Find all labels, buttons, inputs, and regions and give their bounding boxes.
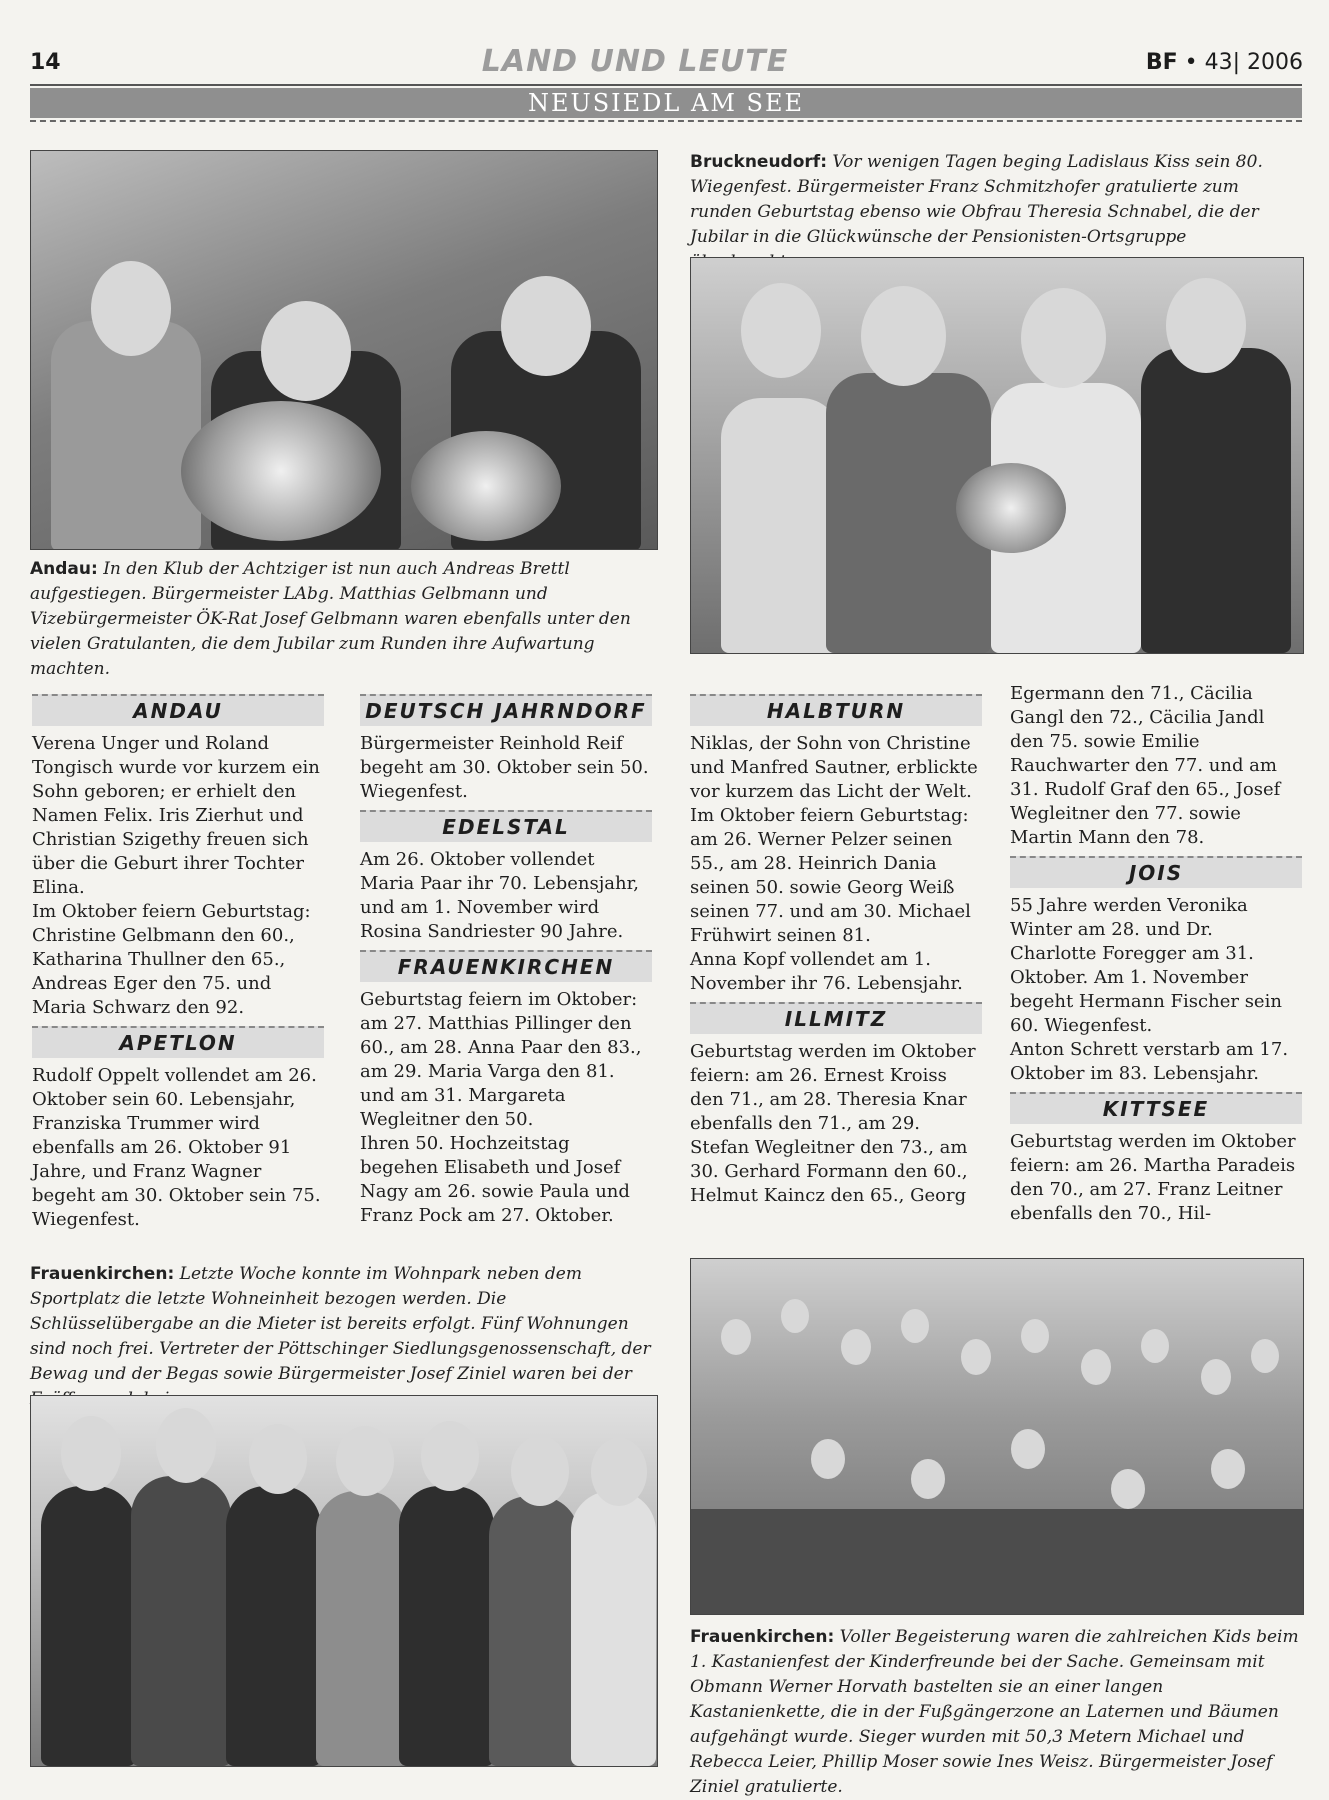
heading-halbturn: HALBTURN	[690, 694, 982, 726]
caption-place: Andau:	[30, 559, 98, 579]
heading-apetlon: APETLON	[32, 1026, 324, 1058]
article-paragraph: Geburtstag werden im Oktober feiern: am 26. Martha Paradeis den 70., am 27. Franz Leitner ebenfalls den 70., Hil-	[1010, 1131, 1296, 1224]
article-paragraph: Geburtstag feiern im Oktober: am 27. Matthias Pillinger den 60., am 28. Anna Paar den 83., am 29. Maria Varga den 81. und am 31. Margareta Wegleitner den 50.	[360, 989, 642, 1130]
banner-dash-rule	[30, 120, 1302, 122]
article-paragraph: Bürgermeister Reinhold Reif begeht am 30. Oktober sein 50. Wiegenfest.	[360, 733, 649, 802]
article-paragraph: Im Oktober feiern Geburtstag: am 26. Werner Pelzer seinen 55., am 28. Heinrich Dania seinen 50. sowie Georg Weiß seinen 77. und am 30. Michael Frühwirt seinen 81.	[690, 805, 971, 946]
photo-frauenkirchen-wohnpark	[30, 1395, 658, 1767]
issue-year: | 2006	[1232, 50, 1303, 75]
photo-bruckneudorf	[690, 257, 1304, 654]
caption-frauenkirchen-kids	[690, 1625, 1302, 1800]
article-paragraph: Rudolf Oppelt vollendet am 26. Oktober sein 60. Lebensjahr, Franziska Trummer wird ebenfalls am 26. Oktober 91 Jahre, und Franz Wagner begeht am 30. Oktober sein 75. Wiegenfest.	[32, 1065, 321, 1230]
caption-text: Letzte Woche konnte im Wohnpark neben dem Sportplatz die letzte Wohneinheit bezogen werden. Die Schlüsselübergabe an die Mieter ist bereits erfolgt. Fünf Wohnungen sind noch frei. Vertreter der Pöttschinger Siedlungsgenossenschaft, der Bewag und der Begas sowie Bürgermeister Josef Ziniel waren bei der	[30, 1264, 651, 1384]
caption-place: Frauenkirchen:	[30, 1264, 175, 1284]
heading-andau: ANDAU	[32, 694, 324, 726]
issue-number: 43	[1204, 50, 1233, 75]
heading-illmitz: ILLMITZ	[690, 1002, 982, 1034]
article-paragraph: Anna Kopf vollendet am 1. November ihr 76. Lebensjahr.	[690, 949, 963, 994]
article-paragraph: Anton Schrett verstarb am 17. Oktober im 83. Lebensjahr.	[1010, 1039, 1289, 1084]
section-title: LAND UND LEUTE	[481, 44, 789, 79]
heading-jois: JOIS	[1010, 856, 1302, 888]
column-2	[360, 694, 652, 1228]
heading-edelstal: EDELSTAL	[360, 810, 652, 842]
publication-name: BF	[1145, 50, 1178, 75]
column-1	[32, 694, 324, 1232]
article-paragraph: Niklas, der Sohn von Christine und Manfred Sautner, erblickte vor kurzem das Licht der Welt.	[690, 733, 978, 802]
caption-andau	[30, 557, 655, 682]
article-paragraph: Verena Unger und Roland Tongisch wurde vor kurzem ein Sohn geboren; er erhielt den Namen Felix. Iris Zierhut und Christian Szigethy freuen sich über die Geburt ihrer Tochter Elina.	[32, 733, 320, 898]
issue-info	[1146, 50, 1303, 75]
column-3	[690, 694, 982, 1208]
issue-separator: •	[1184, 50, 1198, 75]
heading-kittsee: KITTSEE	[1010, 1092, 1302, 1124]
photo-andau	[30, 150, 658, 550]
article-paragraph: Egermann den 71., Cäcilia Gangl den 72., Cäcilia Jandl den 75. sowie Emilie Rauchwarter den 77. und am 31. Rudolf Graf den 65., Josef Wegleitner den 77. sowie Martin Mann den 78.	[1010, 683, 1281, 848]
article-paragraph: Geburtstag werden im Oktober feiern: am 26. Ernest Kroiss den 71., am 28. Theresia Knar ebenfalls den 71., am 29. Stefan Wegleitner den 73., am 30. Gerhard Formann den 60., Helmut Kaincz den 65., Georg	[690, 1041, 976, 1206]
article-paragraph: 55 Jahre werden Veronika Winter am 28. und Dr. Charlotte Foregger am 31. Oktober. Am 1. November begeht Hermann Fischer sein 60. Wiegenfest.	[1010, 895, 1282, 1036]
caption-place: Frauenkirchen:	[690, 1627, 835, 1647]
page-number: 14	[30, 50, 61, 75]
heading-frauenkirchen: FRAUENKIRCHEN	[360, 950, 652, 982]
caption-text: In den Klub der Achtziger ist nun auch Andreas Brettl aufgestiegen. Bürgermeister LAbg. Matthias Gelbmann und Vizebürgermeister ÖK-Rat Josef Gelbmann waren ebenfalls unter den vielen Gratulanten, die dem Jubilar zum Runden ihre Aufwartung machten.	[30, 559, 631, 679]
caption-frauenkirchen-wohnpark	[30, 1262, 660, 1412]
caption-place: Bruckneudorf:	[690, 152, 827, 172]
heading-deutsch-jahrndorf: DEUTSCH JAHRNDORF	[360, 694, 652, 726]
caption-text: Vor wenigen Tagen beging Ladislaus Kiss sein 80. Wiegenfest. Bürgermeister Franz Schmitzhofer gratulierte zum runden Geburtstag ebenso wie Obfrau Theresia Schnabel, die der Jubilar in die Glückwünsche der Pensionisten-Ortsgruppe	[690, 152, 1263, 247]
article-paragraph: Im Oktober feiern Geburtstag: Christine Gelbmann den 60., Katharina Thullner den 65., Andreas Eger den 75. und Maria Schwarz den 92.	[32, 901, 311, 1018]
region-banner: NEUSIEDL AM SEE	[30, 88, 1302, 118]
photo-frauenkirchen-kids	[690, 1258, 1304, 1615]
caption-text: Voller Begeisterung waren die zahlreichen Kids beim 1. Kastanienfest der Kinderfreunde bei der Sache. Gemeinsam mit Obmann Werner Horvath bastelten sie an einer langen Kastanienkette, die in der Fußgängerzone an Laternen und Bäumen aufgehängt wurde. Sieger wurden mit 50,3 Metern Michael und Rebecca Leier, Phillip Moser sowie Ines Weisz. Bürgermeister Josef Ziniel gratulierte.	[690, 1627, 1299, 1797]
article-paragraph: Ihren 50. Hochzeitstag begehen Elisabeth und Josef Nagy am 26. sowie Paula und Franz Pock am 27. Oktober.	[360, 1133, 630, 1226]
header-rule	[30, 84, 1302, 86]
column-4	[1010, 682, 1302, 1226]
article-paragraph: Am 26. Oktober vollendet Maria Paar ihr 70. Lebensjahr, und am 1. November wird Rosina Sandriester 90 Jahre.	[360, 849, 639, 942]
